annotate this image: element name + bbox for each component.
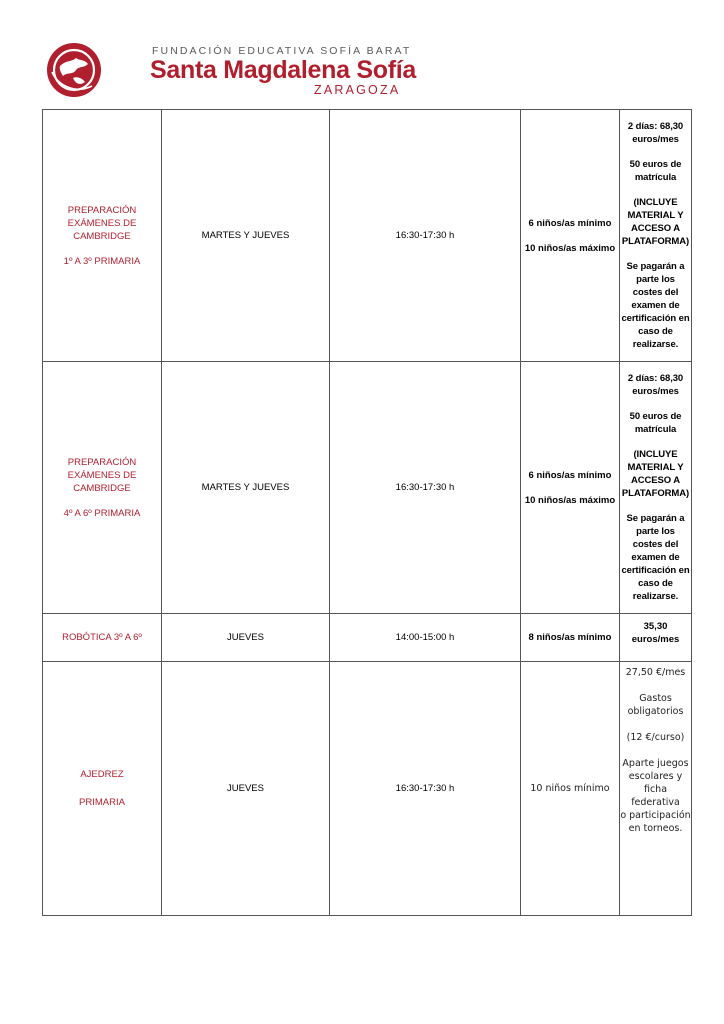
price-note: Se pagarán a: [626, 261, 685, 272]
activity-line: EXÁMENES DE: [67, 469, 137, 481]
price-note: Aparte juegos: [622, 758, 689, 769]
time-cell: 16:30-17:30 h: [330, 110, 521, 362]
price-includes: MATERIAL Y: [627, 462, 684, 473]
price-includes: (INCLUYE: [633, 449, 678, 460]
price-note: examen de: [631, 300, 680, 311]
activities-table: [42, 109, 692, 916]
price-note: ficha federativa: [631, 784, 680, 808]
price-note: caso de: [638, 578, 673, 589]
price-fee: euros/mes: [631, 634, 680, 645]
price-fee: 2 días: 68,30: [627, 373, 684, 384]
days-cell: MARTES Y JUEVES: [162, 362, 330, 614]
time-cell: 16:30-17:30 h: [330, 362, 521, 614]
price-registration: 50 euros de: [629, 411, 682, 422]
activity-line: PREPARACIÓN: [67, 456, 137, 468]
price-note: escolares y: [628, 771, 683, 782]
price-note: examen de: [631, 552, 680, 563]
activity-level: PRIMARIA: [79, 797, 125, 808]
price-includes: ACCESO A: [631, 475, 680, 486]
price-includes: PLATAFORMA): [621, 236, 690, 247]
activity-level: 1º A 3º PRIMARIA: [63, 255, 141, 267]
price-note: parte los: [636, 526, 675, 537]
price-registration: matrícula: [634, 424, 677, 435]
price-extra: obligatorios: [627, 706, 684, 717]
price-cell: [620, 110, 692, 362]
capacity-cell: 8 niños/as mínimo: [521, 614, 620, 662]
time-cell: 14:00-15:00 h: [330, 614, 521, 662]
activity-line: AJEDREZ: [80, 769, 124, 780]
school-name: Santa Magdalena Sofía: [150, 56, 416, 84]
price-note: caso de: [638, 326, 673, 337]
price-note: costes del: [632, 539, 679, 550]
capacity-max: 10 niños/as máximo: [524, 242, 616, 254]
activity-line: CAMBRIDGE: [73, 230, 131, 242]
price-note: costes del: [632, 287, 679, 298]
table-row: [43, 110, 692, 362]
city-name: ZARAGOZA: [314, 83, 401, 97]
price-note: realizarse.: [632, 339, 679, 350]
price-registration: matrícula: [634, 172, 677, 183]
activity-cell: [43, 110, 162, 362]
price-fee: euros/mes: [632, 386, 679, 397]
price-fee: euros/mes: [632, 134, 679, 145]
capacity-min: 6 niños/as mínimo: [528, 217, 612, 229]
activity-cell: [43, 662, 162, 916]
price-cell: [620, 614, 692, 662]
price-includes: PLATAFORMA): [621, 488, 690, 499]
activity-line: CAMBRIDGE: [73, 482, 131, 494]
price-registration: 50 euros de: [629, 159, 682, 170]
capacity-cell: 10 niños mínimo: [521, 662, 620, 916]
price-extra: (12 €/curso): [626, 732, 685, 743]
activity-line: EXÁMENES DE: [67, 217, 137, 229]
school-logo: [46, 42, 416, 100]
capacity-max: 10 niños/as máximo: [524, 494, 616, 506]
price-cell: [620, 362, 692, 614]
price-note: en torneos.: [628, 823, 683, 834]
price-note: Se pagarán a: [626, 513, 685, 524]
price-fee: 2 días: 68,30: [627, 121, 684, 132]
table-row: [43, 362, 692, 614]
price-note: realizarse.: [632, 591, 679, 602]
activity-line: PREPARACIÓN: [67, 204, 137, 216]
days-cell: JUEVES: [162, 614, 330, 662]
price-includes: (INCLUYE: [633, 197, 678, 208]
price-includes: MATERIAL Y: [627, 210, 684, 221]
capacity-cell: [521, 362, 620, 614]
price-extra: Gastos: [639, 693, 672, 704]
activity-level: 4º A 6º PRIMARIA: [63, 507, 141, 519]
table-row: [43, 662, 692, 916]
days-cell: JUEVES: [162, 662, 330, 916]
activity-cell: [43, 362, 162, 614]
price-fee: 27,50 €/mes: [625, 667, 686, 678]
capacity-cell: [521, 110, 620, 362]
price-note: parte los: [636, 274, 675, 285]
globe-logo-icon: [46, 42, 102, 98]
price-fee: 35,30: [643, 621, 668, 632]
time-cell: 16:30-17:30 h: [330, 662, 521, 916]
price-note: o participación: [620, 810, 691, 821]
table-row: [43, 614, 692, 662]
price-includes: ACCESO A: [631, 223, 680, 234]
price-cell: [620, 662, 692, 916]
price-note: certificación en: [621, 313, 690, 324]
price-note: certificación en: [621, 565, 690, 576]
days-cell: MARTES Y JUEVES: [162, 110, 330, 362]
capacity-min: 6 niños/as mínimo: [528, 469, 612, 481]
foundation-name: FUNDACIÓN EDUCATIVA SOFÍA BARAT: [152, 45, 412, 57]
activity-cell: ROBÓTICA 3º A 6º: [43, 614, 162, 662]
